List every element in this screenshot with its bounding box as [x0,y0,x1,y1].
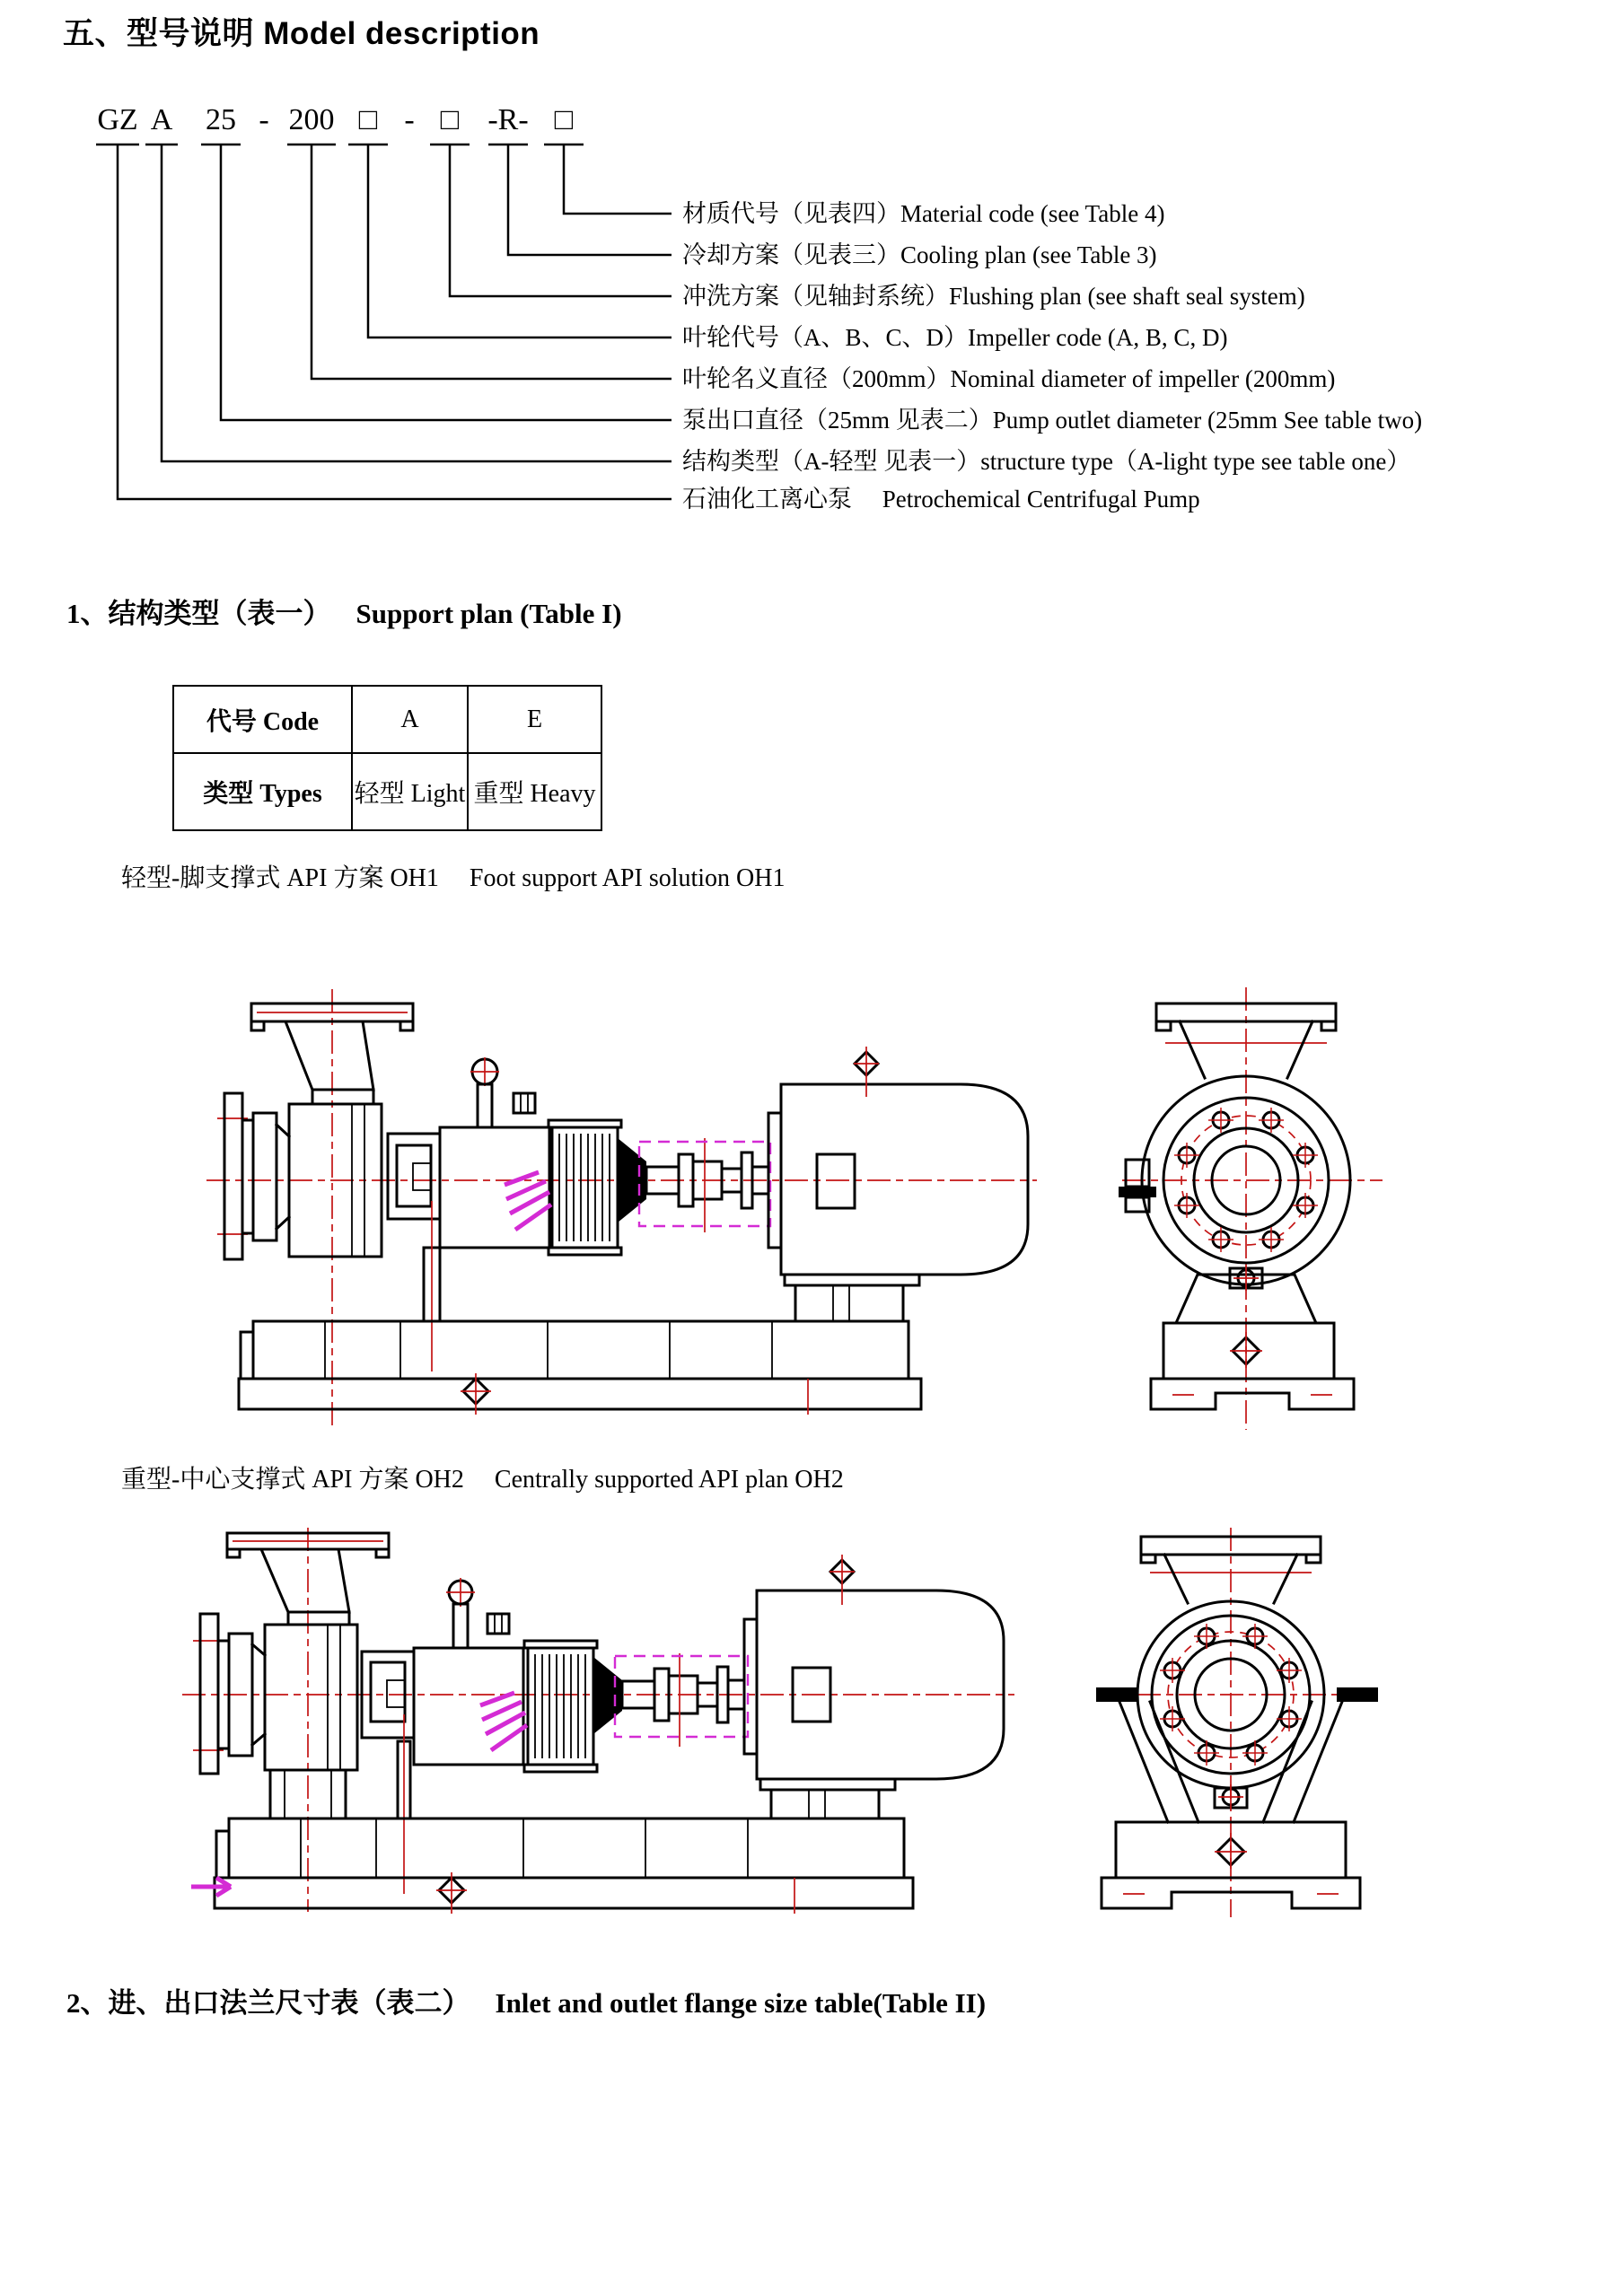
model-code-description: 泵出口直径（25mm 见表二）Pump outlet diameter (25mm See table two) [682,407,1423,434]
table-row [173,753,601,830]
section-heading-support-plan [66,591,622,631]
code-token-box1: □ [358,103,378,136]
code-token-dash2: - [404,103,415,136]
code-token-gz: GZ [97,103,138,136]
table-cell-types-label: 类型 Types [173,753,352,830]
code-token-200: 200 [288,103,335,136]
caption-oh1-en: Foot support API solution OH1 [469,864,786,892]
pump-front-view-oh1 [1119,987,1383,1430]
model-code-description: 叶轮名义直径（200mm）Nominal diameter of impeller (200mm) [682,365,1336,392]
table-cell-light: 轻型 Light [352,753,468,830]
code-token-box3: □ [554,103,574,136]
table-cell-code-label: 代号 Code [173,686,352,753]
code-token-box2: □ [440,103,460,136]
code-token-r: -R- [487,103,529,136]
pump-drawing-oh2 [166,1526,1414,1921]
model-code-description: 叶轮代号（A、B、C、D）Impeller code (A, B, C, D) [682,324,1228,351]
seal-flush-hatch [480,1693,527,1750]
page-title: 五、型号说明 Model description [63,16,540,51]
section1-cn: 1、结构类型（表一） [66,598,331,629]
pump-drawing-oh1 [189,977,1418,1439]
pump-front-view-oh2 [1096,1528,1378,1917]
table-row [173,686,601,753]
code-token-25: 25 [206,103,236,136]
model-code-description: 结构类型（A-轻型 见表一）structure type（A-light type see table one） [682,448,1411,475]
caption-oh2-en: Centrally supported API plan OH2 [494,1466,844,1494]
caption-oh1-cn: 轻型-脚支撑式 API 方案 OH1 [121,864,439,892]
model-code-description: 石油化工离心泵 Petrochemical Centrifugal Pump [682,486,1200,513]
table-cell-heavy: 重型 Heavy [468,753,601,830]
model-code-description: 材质代号（见表四）Material code (see Table 4) [682,200,1165,227]
pump-side-view-oh1 [206,989,1037,1430]
code-token-dash: - [259,103,269,136]
model-code-description: 冲洗方案（见轴封系统）Flushing plan (see shaft seal system) [682,283,1305,310]
support-plan-table [172,685,602,831]
flow-arrow-icon [191,1878,231,1896]
section2-cn: 2、进、出口法兰尺寸表（表二） [66,1987,470,2019]
caption-oh2 [121,1459,844,1495]
table-cell-code-a: A [352,686,468,753]
section-heading-flange-table [66,1980,986,2020]
caption-oh1 [121,858,786,894]
pump-side-view-oh2 [182,1528,1014,1914]
section1-en: Support plan (Table I) [356,598,622,629]
section2-en: Inlet and outlet flange size table(Table II) [495,1987,987,2019]
model-code-description: 冷却方案（见表三）Cooling plan (see Table 3) [682,241,1157,268]
code-token-a: A [150,103,173,136]
table-cell-code-e: E [468,686,601,753]
caption-oh2-cn: 重型-中心支撑式 API 方案 OH2 [121,1466,464,1494]
